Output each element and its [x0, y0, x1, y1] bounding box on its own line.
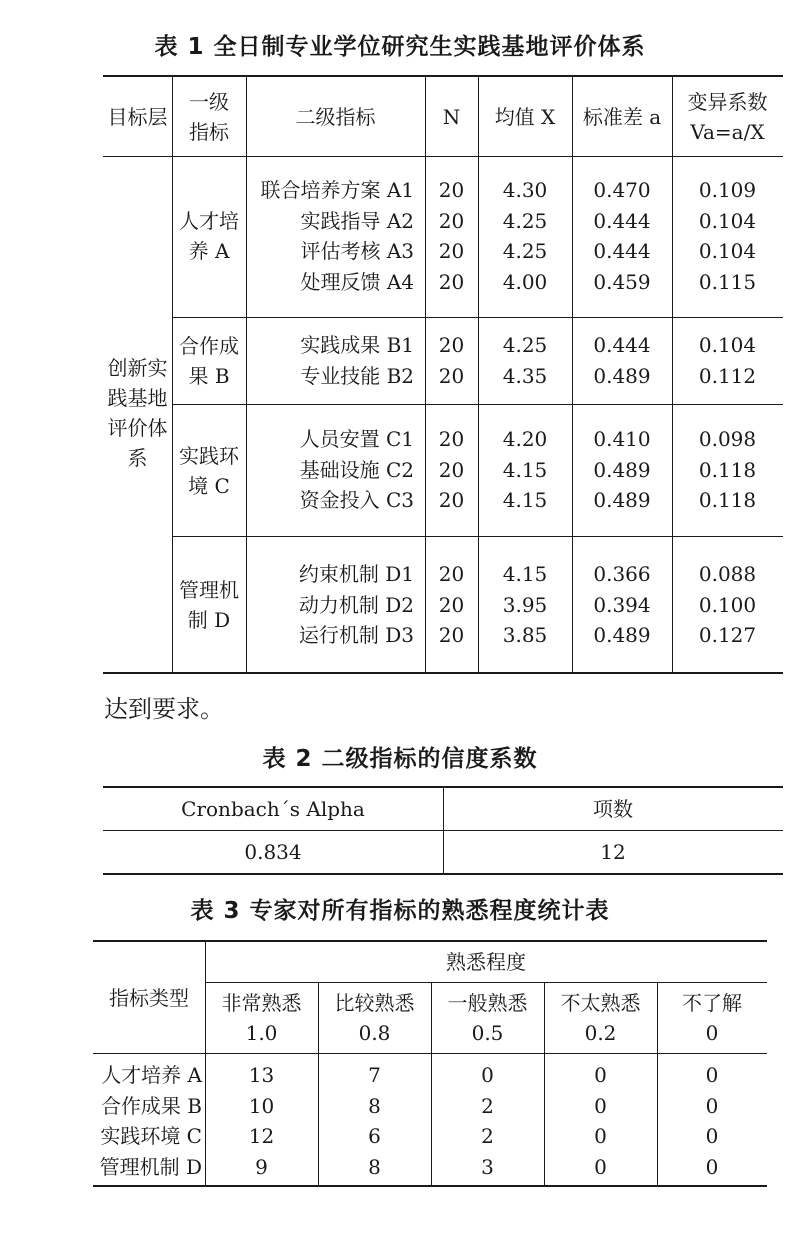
- group-label-text: 养 A: [188, 239, 230, 263]
- mean-cell: 4.20: [502, 427, 548, 451]
- n-cell: 20: [438, 592, 465, 617]
- n-cell: 20: [438, 239, 465, 263]
- indicator-cell: 联合培养方案 A1: [260, 178, 414, 202]
- value-cell: 0: [594, 1154, 607, 1179]
- value-cell: 10: [248, 1093, 275, 1118]
- table1-group-label-a: [172, 190, 246, 282]
- value-cell: 0: [594, 1093, 607, 1118]
- target-text: 创新实: [107, 355, 168, 380]
- table3-col-header: [318, 983, 431, 1053]
- col-label: 不太熟悉: [560, 991, 641, 1015]
- target-text: 评价体: [107, 415, 168, 440]
- group-label-text: 果 B: [188, 364, 230, 388]
- table3-col-header: [657, 983, 767, 1053]
- table2-value-items: [443, 831, 783, 873]
- cv-cell: 0.104: [698, 208, 757, 233]
- mean-cell: 4.15: [502, 488, 548, 512]
- col-label: 非常熟悉: [221, 991, 302, 1015]
- value-cell: 9: [255, 1154, 268, 1179]
- n-cell: 20: [438, 269, 465, 294]
- table1-sd-b: [572, 330, 672, 391]
- table1-group-label-d: [172, 557, 246, 652]
- value-cell: 0: [594, 1124, 607, 1148]
- indicator-cell: 处理反馈 A4: [300, 269, 414, 294]
- indicator-cell: 实践指导 A2: [300, 208, 414, 233]
- header-text: 项数: [593, 797, 633, 821]
- cv-cell: 0.104: [698, 333, 757, 357]
- table1-indicators-c: [300, 424, 414, 516]
- mean-cell: 4.35: [502, 363, 548, 388]
- header-text: 熟悉程度: [446, 950, 526, 974]
- type-cell: 人才培养 A: [101, 1063, 202, 1087]
- table1-indicators-a: [260, 175, 414, 297]
- n-cell: 20: [438, 427, 465, 451]
- header-text: 指标: [189, 119, 229, 144]
- sd-cell: 0.489: [593, 623, 651, 647]
- value-cell: 6: [368, 1124, 381, 1148]
- mean-cell: 4.00: [502, 269, 548, 294]
- value-cell: 0: [705, 1063, 719, 1087]
- table2-header-alpha: [103, 788, 443, 830]
- table1-n-c: [425, 424, 478, 516]
- value-cell: 2: [481, 1093, 494, 1118]
- table1-col-rule: [246, 76, 247, 673]
- mean-cell: 4.25: [502, 239, 548, 263]
- table1-n-b: [425, 330, 478, 391]
- table1-sd-d: [572, 559, 672, 651]
- n-cell: 20: [438, 562, 465, 586]
- cv-cell: 0.118: [698, 488, 757, 512]
- table2-caption: 表 2 二级指标的信度系数: [262, 746, 538, 772]
- header-text: 指标类型: [109, 985, 189, 1010]
- header-text: Cronbach´s Alpha: [181, 797, 365, 821]
- body-paragraph: 达到要求。: [104, 695, 224, 723]
- table3-value-column: [544, 1060, 657, 1182]
- table1-sd-c: [572, 424, 672, 516]
- mean-cell: 4.15: [502, 562, 548, 586]
- group-label-text: 管理机: [179, 577, 239, 602]
- table1-group-label-b: [172, 318, 246, 404]
- indicator-cell: 运行机制 D3: [298, 623, 414, 647]
- header-text: 均值 X: [494, 104, 556, 129]
- indicator-cell: 评估考核 A3: [300, 239, 414, 263]
- indicator-cell: 约束机制 D1: [298, 562, 414, 586]
- target-text: 系: [127, 445, 148, 470]
- header-text: 一级: [189, 89, 229, 114]
- cv-cell: 0.112: [698, 363, 757, 388]
- indicator-cell: 基础设施 C2: [299, 457, 414, 482]
- cv-cell: 0.098: [698, 427, 757, 451]
- mean-cell: 3.85: [502, 623, 548, 647]
- table1-mean-b: [478, 330, 572, 391]
- table3-bottom-rule: [93, 1185, 767, 1187]
- table3-row-header: [93, 942, 205, 1053]
- table2-value-alpha: [103, 831, 443, 873]
- value-cell: 0: [594, 1063, 607, 1087]
- sd-cell: 0.489: [593, 457, 651, 482]
- cv-cell: 0.109: [698, 178, 757, 202]
- cv-cell: 0.100: [698, 592, 757, 617]
- cv-cell: 0.118: [698, 457, 757, 482]
- indicator-cell: 实践成果 B1: [300, 333, 414, 357]
- header-text: 目标层: [107, 104, 168, 129]
- table1-header-n: [425, 77, 478, 156]
- table1-bottom-rule: [103, 672, 783, 674]
- sd-cell: 0.444: [593, 333, 651, 357]
- sd-cell: 0.459: [593, 269, 651, 294]
- n-cell: 20: [438, 488, 465, 512]
- col-weight: 0.8: [358, 1021, 391, 1045]
- table1-mean-d: [478, 559, 572, 651]
- table1-indicators-d: [299, 559, 414, 651]
- table3-col-header: [544, 983, 657, 1053]
- table1-header-level1: [172, 77, 246, 156]
- value-text: 0.834: [244, 840, 302, 864]
- value-cell: 12: [248, 1124, 275, 1148]
- table3-type-column: [100, 1060, 202, 1182]
- col-weight: 1.0: [245, 1021, 278, 1045]
- target-text: 践基地: [107, 385, 168, 410]
- type-cell: 实践环境 C: [100, 1124, 202, 1148]
- indicator-cell: 资金投入 C3: [299, 488, 414, 512]
- sd-cell: 0.444: [593, 208, 651, 233]
- indicator-cell: 动力机制 D2: [298, 592, 414, 617]
- sd-cell: 0.489: [593, 363, 651, 388]
- n-cell: 20: [438, 178, 465, 202]
- table3-caption: 表 3 专家对所有指标的熟悉程度统计表: [190, 898, 610, 924]
- table1-cv-d: [672, 559, 783, 651]
- sd-cell: 0.444: [593, 239, 651, 263]
- group-label-text: 制 D: [187, 607, 231, 632]
- indicator-cell: 人员安置 C1: [299, 427, 414, 451]
- n-cell: 20: [438, 363, 465, 388]
- n-cell: 20: [438, 208, 465, 233]
- table3-value-column: [657, 1060, 767, 1182]
- cv-cell: 0.088: [698, 562, 757, 586]
- value-cell: 2: [481, 1124, 494, 1148]
- table3-value-column: [318, 1060, 431, 1182]
- table3-header-rule: [93, 1053, 767, 1054]
- col-label: 不了解: [682, 991, 742, 1015]
- table3-value-column: [431, 1060, 544, 1182]
- table1-cv-a: [672, 175, 783, 297]
- table1-header-target: [103, 77, 172, 156]
- table1-header-level2: [246, 77, 425, 156]
- col-weight: 0: [705, 1021, 719, 1045]
- value-cell: 3: [481, 1154, 494, 1179]
- table3-col-header: [205, 983, 318, 1053]
- value-cell: 8: [368, 1154, 381, 1179]
- mean-cell: 3.95: [502, 592, 548, 617]
- table1-header-cv: [672, 77, 783, 156]
- table2-header-items: [443, 788, 783, 830]
- value-cell: 0: [705, 1093, 719, 1118]
- col-label: 比较熟悉: [334, 991, 415, 1015]
- header-text: 标准差 a: [582, 104, 662, 129]
- group-label-text: 实践环: [179, 443, 239, 468]
- cv-cell: 0.104: [698, 239, 757, 263]
- header-text: N: [442, 104, 461, 129]
- header-text: 变异系数: [687, 89, 768, 114]
- group-label-text: 合作成: [179, 334, 239, 358]
- sd-cell: 0.410: [593, 427, 651, 451]
- indicator-cell: 专业技能 B2: [300, 363, 414, 388]
- type-cell: 管理机制 D: [99, 1154, 202, 1179]
- table1-mean-c: [478, 424, 572, 516]
- n-cell: 20: [438, 457, 465, 482]
- sd-cell: 0.489: [593, 488, 651, 512]
- table1-cv-b: [672, 330, 783, 391]
- table1-caption: 表 1 全日制专业学位研究生实践基地评价体系: [154, 34, 646, 60]
- group-label-text: 境 C: [188, 473, 230, 498]
- table1-target-layer: [103, 350, 172, 475]
- table1-header-rule: [103, 156, 783, 157]
- sd-cell: 0.366: [593, 562, 651, 586]
- table1-mean-a: [478, 175, 572, 297]
- table3-group-header: [205, 942, 767, 982]
- n-cell: 20: [438, 333, 465, 357]
- col-label: 一般熟悉: [447, 991, 528, 1015]
- table1-group-label-c: [172, 405, 246, 536]
- value-cell: 0: [481, 1063, 494, 1087]
- value-cell: 0: [705, 1124, 719, 1148]
- mean-cell: 4.25: [502, 333, 548, 357]
- value-cell: 0: [705, 1154, 719, 1179]
- table1-cv-c: [672, 424, 783, 516]
- sd-cell: 0.394: [593, 592, 651, 617]
- table1-n-d: [425, 559, 478, 651]
- table3-col-header: [431, 983, 544, 1053]
- mean-cell: 4.15: [502, 457, 548, 482]
- mean-cell: 4.25: [502, 208, 548, 233]
- header-text: 二级指标: [295, 104, 376, 129]
- col-weight: 0.5: [471, 1021, 504, 1045]
- value-cell: 7: [368, 1063, 381, 1087]
- type-cell: 合作成果 B: [100, 1093, 202, 1118]
- value-cell: 8: [368, 1093, 381, 1118]
- value-cell: 13: [248, 1063, 275, 1087]
- cv-cell: 0.115: [698, 269, 757, 294]
- col-weight: 0.2: [584, 1021, 617, 1045]
- value-text: 12: [600, 840, 626, 864]
- table3-value-column: [205, 1060, 318, 1182]
- table1-sd-a: [572, 175, 672, 297]
- table1-n-a: [425, 175, 478, 297]
- n-cell: 20: [438, 623, 465, 647]
- header-text: Va=a/X: [690, 119, 765, 144]
- table1-header-mean: [478, 77, 572, 156]
- table1-indicators-b: [300, 330, 414, 391]
- mean-cell: 4.30: [502, 178, 548, 202]
- group-label-text: 人才培: [179, 209, 239, 233]
- table1-header-sd: [572, 77, 672, 156]
- sd-cell: 0.470: [593, 178, 651, 202]
- cv-cell: 0.127: [698, 623, 757, 647]
